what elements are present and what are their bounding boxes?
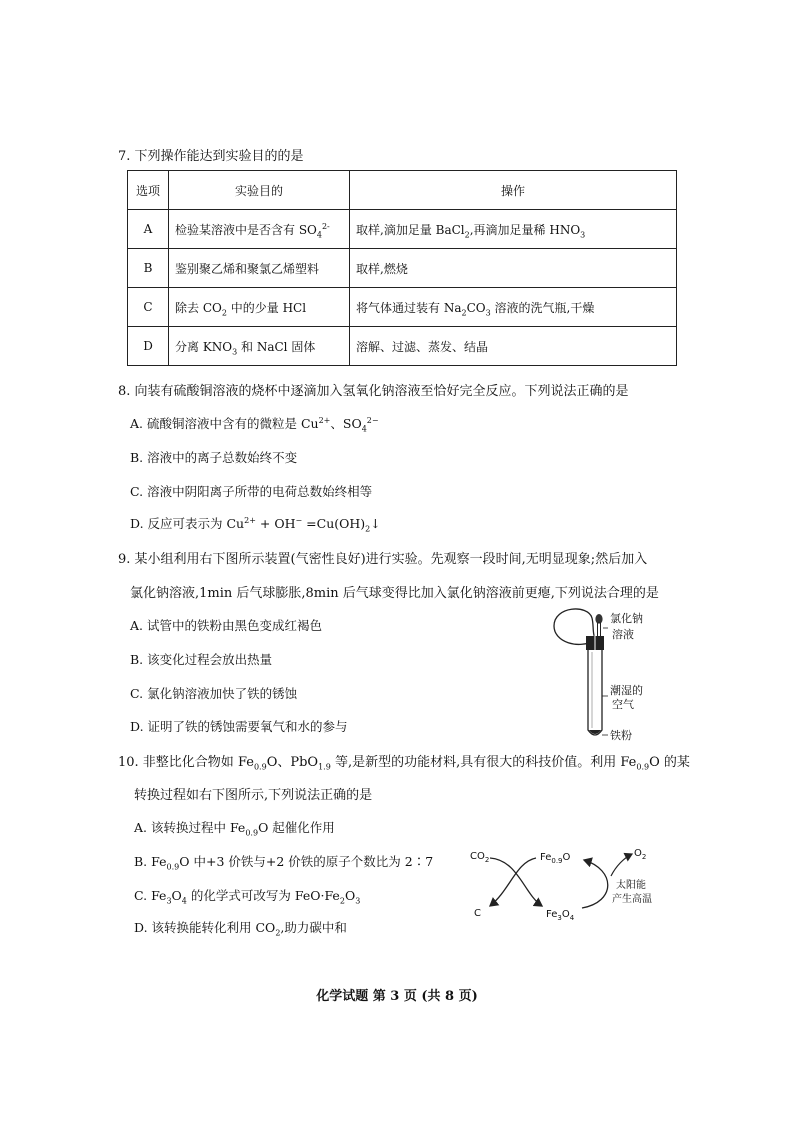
table-row [128,210,677,249]
label-fe3o4: $Fe_3O_4$ [546,909,575,922]
q10-option-a: A. 该转换过程中 $Fe_{0.9}O$ 起催化作用 [134,820,335,838]
row-goal: 分离 $KNO_3$ 和 NaCl 固体 [169,327,350,366]
q7-title: 7. 下列操作能达到实验目的的是 [118,149,304,164]
label-solar-line1: 太阳能 [616,880,646,891]
label-air-line2: 空气 [612,698,634,711]
q8-title: 8. 向装有硫酸铜溶液的烧杯中逐滴加入氢氧化钠溶液至恰好完全反应。下列说法正确的是 [118,384,629,399]
row-operation: 取样,燃烧 [350,249,677,288]
q9-option-c: C. 氯化钠溶液加快了铁的锈蚀 [130,686,298,701]
q9-stem-line1: 9. 某小组利用右下图所示装置(气密性良好)进行实验。先观察一段时间,无明显现象;然后加入 [118,552,648,567]
row-option: D [128,327,169,366]
row-operation: 取样,滴加足量 BaCl$_2$,再滴加足量稀 $HNO_3$ [350,210,677,249]
q10-stem-line2: 转换过程如右下图所示,下列说法正确的是 [134,788,373,803]
page-footer: 化学试题 第 3 页 (共 8 页) [316,989,478,1004]
test-tube-shape [588,650,602,735]
row-option: A [128,210,169,249]
header-operation: 操作 [350,171,677,210]
table-row [128,288,677,327]
q10-cycle-figure [466,840,680,924]
label-nacl-line2: 溶液 [612,628,634,641]
row-goal: 除去 $CO_2$ 中的少量 HCl [169,288,350,327]
q10-option-b: B. $Fe_{0.9}O$ 中+3 价铁与+2 价铁的原子个数比为 2∶7 [134,854,434,872]
q8-option-c: C. 溶液中阴阳离子所带的电荷总数始终相等 [130,484,373,499]
q7-table [127,170,677,366]
arrow-o2-release [611,854,632,876]
header-goal: 实验目的 [169,171,350,210]
q9-apparatus-figure [548,600,678,745]
row-goal: 鉴别聚乙烯和聚氯乙烯塑料 [169,249,350,288]
table-header-row [128,171,677,210]
q9-option-d: D. 证明了铁的锈蚀需要氧气和水的参与 [130,719,348,734]
label-o2: $O_2$ [634,848,647,861]
row-operation: 将气体通过装有 $Na_2CO_3$ 溶液的洗气瓶,干燥 [350,288,677,327]
header-option: 选项 [128,171,169,210]
q8-option-d: D. 反应可表示为 $Cu^{2+} + OH^-$ $=Cu(OH)_2↓$ [130,515,381,534]
label-c: C [474,908,481,919]
arrow-fe09o-to-c [490,858,536,906]
q9-stem-line2: 氯化钠溶液,1min 后气球膨胀,8min 后气球变得比加入氯化钠溶液前更瘪,下列说法合理的是 [130,586,659,601]
label-co2: $CO_2$ [470,851,490,864]
q10-stem-line1: 10. 非整比化合物如 $Fe_{0.9}O$、PbO$_{1.9}$ 等,是新型的功能材料,具有很大的科技价值。利用 $Fe_{0.9}O$ 的某 [118,755,690,772]
row-option: B [128,249,169,288]
row-option: C [128,288,169,327]
q9-option-a: A. 试管中的铁粉由黑色变成红褐色 [130,618,322,633]
label-iron-powder: 铁粉 [610,729,632,742]
q9-option-b: B. 该变化过程会放出热量 [130,652,273,667]
arrow-fe3o4-to-fe09o [582,860,608,908]
label-fe09o: $Fe_{0.9}O$ [540,852,571,865]
q10-option-d: D. 该转换能转化利用 $CO_2$,助力碳中和 [134,920,347,938]
label-solar-line2: 产生高温 [612,894,652,905]
q10-option-c: C. $Fe_3O_4$ 的化学式可改写为 $FeO\cdot Fe_2O_3$ [134,888,361,906]
row-operation: 溶解、过滤、蒸发、结晶 [350,327,677,366]
table-row [128,327,677,366]
row-goal: 检验某溶液中是否含有 $SO_4^{2-}$ [169,210,350,249]
table-row [128,249,677,288]
q8-option-b: B. 溶液中的离子总数始终不变 [130,450,298,465]
label-air-line1: 潮湿的 [610,684,643,697]
label-nacl-line1: 氯化钠 [610,612,643,625]
q8-option-a: A. 硫酸铜溶液中含有的微粒是 $Cu^{2+}$、$SO_4^{2-}$ [130,415,379,434]
